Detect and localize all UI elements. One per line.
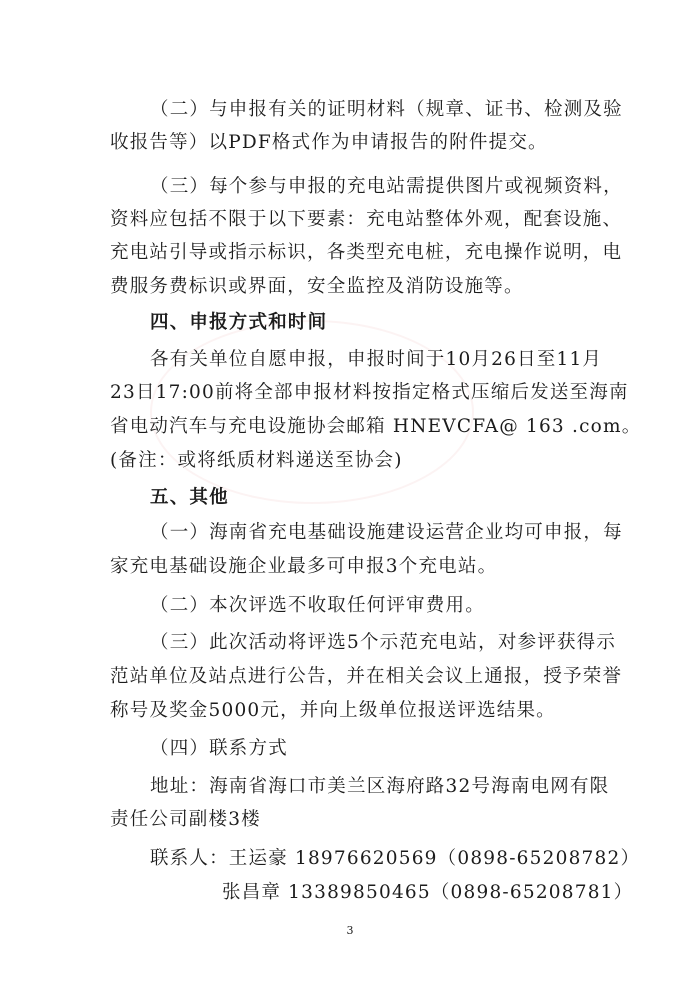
contact-line: 张昌章 13389850465（0898-65208781） xyxy=(222,882,634,903)
text-line: （三）每个参与申报的充电站需提供图片或视频资料， xyxy=(150,176,623,197)
address-line: 责任公司副楼3楼 xyxy=(110,809,261,830)
text-line: （一）海南省充电基础设施建设运营企业均可申报，每 xyxy=(150,522,623,543)
text-line: （二）与申报有关的证明材料（规章、证书、检测及验 xyxy=(150,99,623,120)
text-line: （二）本次评选不收取任何评审费用。 xyxy=(150,595,485,616)
text-line: 充电站引导或指示标识，各类型充电桩，充电操作说明，电 xyxy=(110,242,623,263)
text-line: （四）联系方式 xyxy=(150,738,288,759)
note-line: (备注：或将纸质材料递送至协会) xyxy=(110,450,403,471)
section-heading: 五、其他 xyxy=(150,487,229,508)
text-line: 收报告等）以PDF格式作为申请报告的附件提交。 xyxy=(110,132,548,153)
contact-line: 联系人：王运豪 18976620569（0898-65208782） xyxy=(150,848,641,869)
text-line: 23日17:00前将全部申报材料按指定格式压缩后发送至海南 xyxy=(110,382,629,403)
text-line: 费服务费标识或界面，安全监控及消防设施等。 xyxy=(110,276,524,297)
text-line: 省电动汽车与充电设施协会邮箱 HNEVCFA@ 163 .com。 xyxy=(110,416,642,437)
faded-stamp-mark xyxy=(150,320,474,504)
text-line: 范站单位及站点进行公告，并在相关会议上通报，授予荣誉 xyxy=(110,666,623,687)
text-line: 称号及奖金5000元，并向上级单位报送评选结果。 xyxy=(110,700,556,721)
page-number: 3 xyxy=(346,924,354,937)
section-heading: 四、申报方式和时间 xyxy=(150,312,328,333)
text-line: （三）此次活动将评选5个示范充电站，对参评获得示 xyxy=(150,632,617,653)
address-line: 地址：海南省海口市美兰区海府路32号海南电网有限 xyxy=(150,776,610,797)
text-line: 各有关单位自愿申报，申报时间于10月26日至11月 xyxy=(150,349,603,370)
text-line: 资料应包括不限于以下要素：充电站整体外观，配套设施、 xyxy=(110,209,623,230)
text-line: 家充电基础设施企业最多可申报3个充电站。 xyxy=(110,556,498,577)
